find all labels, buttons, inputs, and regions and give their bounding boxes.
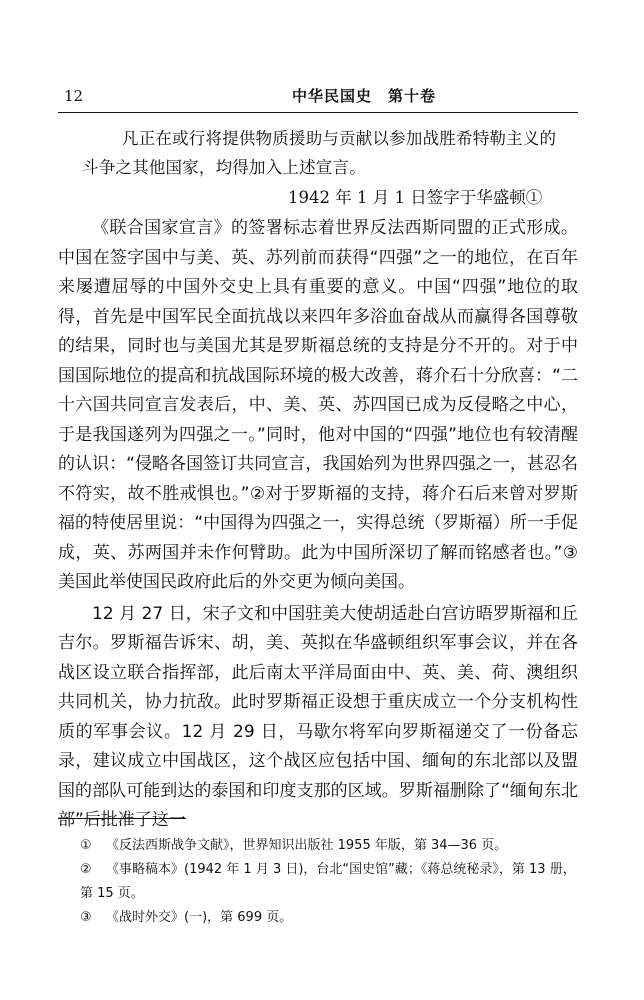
footnotes	[58, 834, 578, 930]
paragraph: 《联合国家宣言》的签署标志着世界反法西斯同盟的正式形成。中国在签字国中与美、英、苏列前而获得“四强”之一的地位，在百年来屡遭屈辱的中国外交史上具有重要的意义。中国“四强”地位的取得，首先是中国军民全面抗战以来四年多浴血奋战从而赢得各国尊敬的结果，同时也与美国尤其是罗斯福总统的支持是分不开的。对于中国国际地位的提高和抗战国际环境的极大改善，蒋介石十分欣喜：“二十六国共同宣言发表后，中、美、英、苏四国已成为反侵略之中心，于是我国遂列为四强之一。”同时，他对中国的“四强”地位也有较清醒的认识：“侵略各国签订共同宣言，我国始列为世界四强之一，甚忍名不符实，故不胜戒惧也。”②对于罗斯福的支持，蒋介石后来曾对罗斯福的特使居里说：“中国得为四强之一，实得总统（罗斯福）所一手促成，英、苏两国并未作何臂助。此为中国所深切了解而铭感者也。”③美国此举使国民政府此后的外交更为倾向美国。	[58, 218, 578, 592]
footnote-mark: ①	[80, 838, 92, 853]
header-rule	[58, 112, 578, 113]
footnote-mark: ②	[80, 862, 92, 877]
paragraph: 12 月 27 日，宋子文和中国驻美大使胡适赴白宫访晤罗斯福和丘吉尔。罗斯福告诉宋、胡，美、英拟在华盛顿组织军事会议，并在各战区设立联合指挥部，此后南太平洋局面由中、英、美、荷、澳组织共同机关，协力抗敌。此时罗斯福正设想于重庆成立一个分支机构性质的军事会议。12 月 29 日，马歇尔将军向罗斯福递交了一份备忘录，建议成立中国战区，这个战区应包括中国、缅甸的东北部以及盟国的部队可能到达的泰国和印度支那的区域。罗斯福删除了“缅甸东北部”后批准了这一	[58, 603, 578, 830]
footnote-mark: ③	[80, 910, 92, 925]
page-number: 12	[64, 87, 84, 105]
quote-line-2: 斗争之其他国家，均得加入上述宣言。	[82, 158, 366, 177]
footnote	[58, 858, 578, 906]
quote-line-1: 凡正在或行将提供物质援助与贡献以参加战胜希特勒主义的	[122, 129, 557, 148]
footnote-rule	[58, 818, 186, 819]
footnote	[58, 906, 578, 930]
signature-line: 1942 年 1 月 1 日签字于华盛顿①	[288, 188, 543, 207]
page-header	[58, 86, 578, 110]
running-title: 中华民国史 第十卷	[292, 87, 437, 105]
declaration-quote	[58, 124, 578, 182]
footnote-text: 《事略稿本》(1942 年 1 月 3 日)，台北“国史馆”藏；《蒋总统秘录》，第 13 册，第 15 页。	[80, 862, 576, 901]
body-text	[58, 124, 578, 836]
footnote-text: 《反法西斯战争文献》，世界知识出版社 1955 年版，第 34—36 页。	[106, 838, 508, 853]
footnote-text: 《战时外交》(一)，第 699 页。	[106, 910, 293, 925]
footnote	[58, 834, 578, 858]
